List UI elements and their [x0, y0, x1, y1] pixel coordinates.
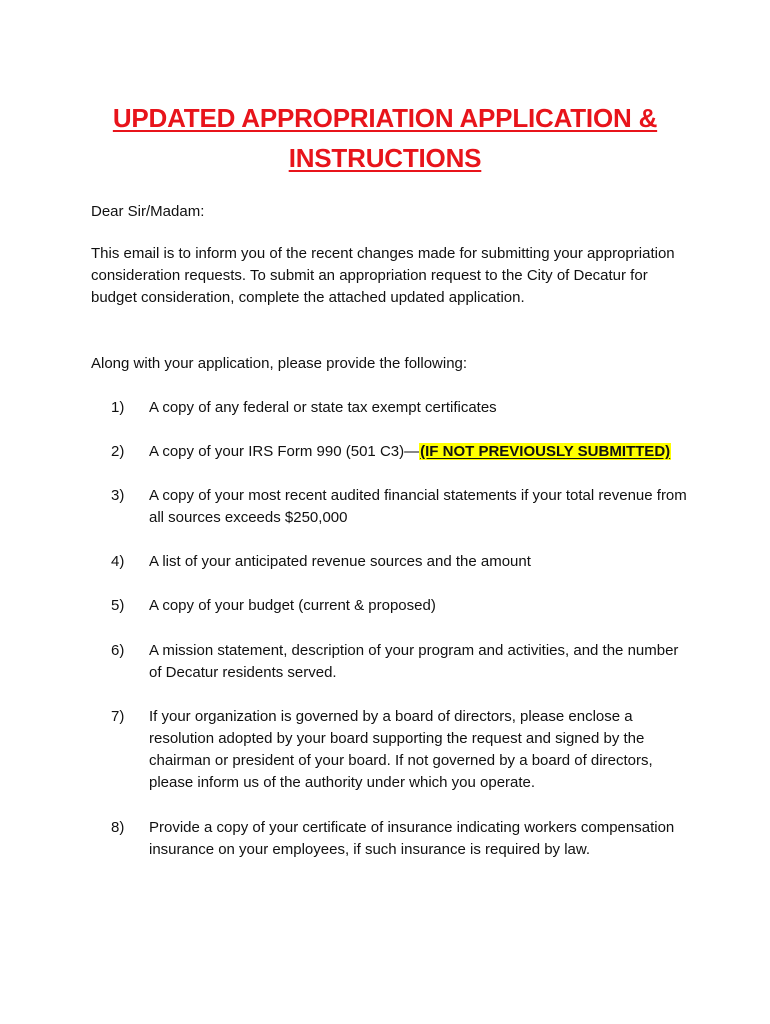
list-item-text: A mission statement, description of your program and activities, and the number of Decatur residents served.	[149, 642, 679, 681]
list-item-number: 6)	[111, 642, 125, 659]
list-item-number: 2)	[111, 443, 125, 460]
list-item-text: A copy of your budget (current & proposed)	[149, 597, 436, 614]
intro-paragraph: This email is to inform you of the recent changes made for submitting your appropriation consideration requests. To submit an appropriation request to the City of Decatur for budget consideration, complete the attached updated application.	[91, 245, 675, 306]
list-item-number: 8)	[111, 819, 125, 836]
list-item-number: 3)	[111, 487, 125, 504]
list-item-text: A copy of your most recent audited financial statements if your total revenue from all sources exceeds $250,000	[149, 487, 687, 526]
list-item-number: 4)	[111, 553, 125, 570]
list-lead-in: Along with your application, please provide the following:	[91, 355, 468, 372]
list-item-text-wrapper	[149, 441, 689, 463]
list-item-number: 5)	[111, 597, 125, 614]
list-item-text: If your organization is governed by a board of directors, please enclose a resolution adopted by your board supporting the request and signed by the chairman or president of your board. If not governed by a board of directors, please inform us of the authority under which you operate.	[149, 708, 653, 791]
salutation: Dear Sir/Madam:	[91, 203, 205, 220]
list-item-text: A copy of any federal or state tax exempt certificates	[149, 399, 497, 416]
list-item-text: A copy of your IRS Form 990 (501 C3)—	[149, 443, 420, 460]
highlighted-note: (IF NOT PREVIOUSLY SUBMITTED)	[420, 443, 671, 460]
document-title: UPDATED APPROPRIATION APPLICATION & INSTRUCTIONS	[112, 103, 658, 173]
list-item-text: A list of your anticipated revenue sources and the amount	[149, 553, 531, 570]
list-item-number: 7)	[111, 708, 125, 725]
list-item-number: 1)	[111, 399, 125, 416]
list-item-text: Provide a copy of your certificate of insurance indicating workers compensation insurance on your employees, if such insurance is required by law.	[149, 819, 675, 858]
